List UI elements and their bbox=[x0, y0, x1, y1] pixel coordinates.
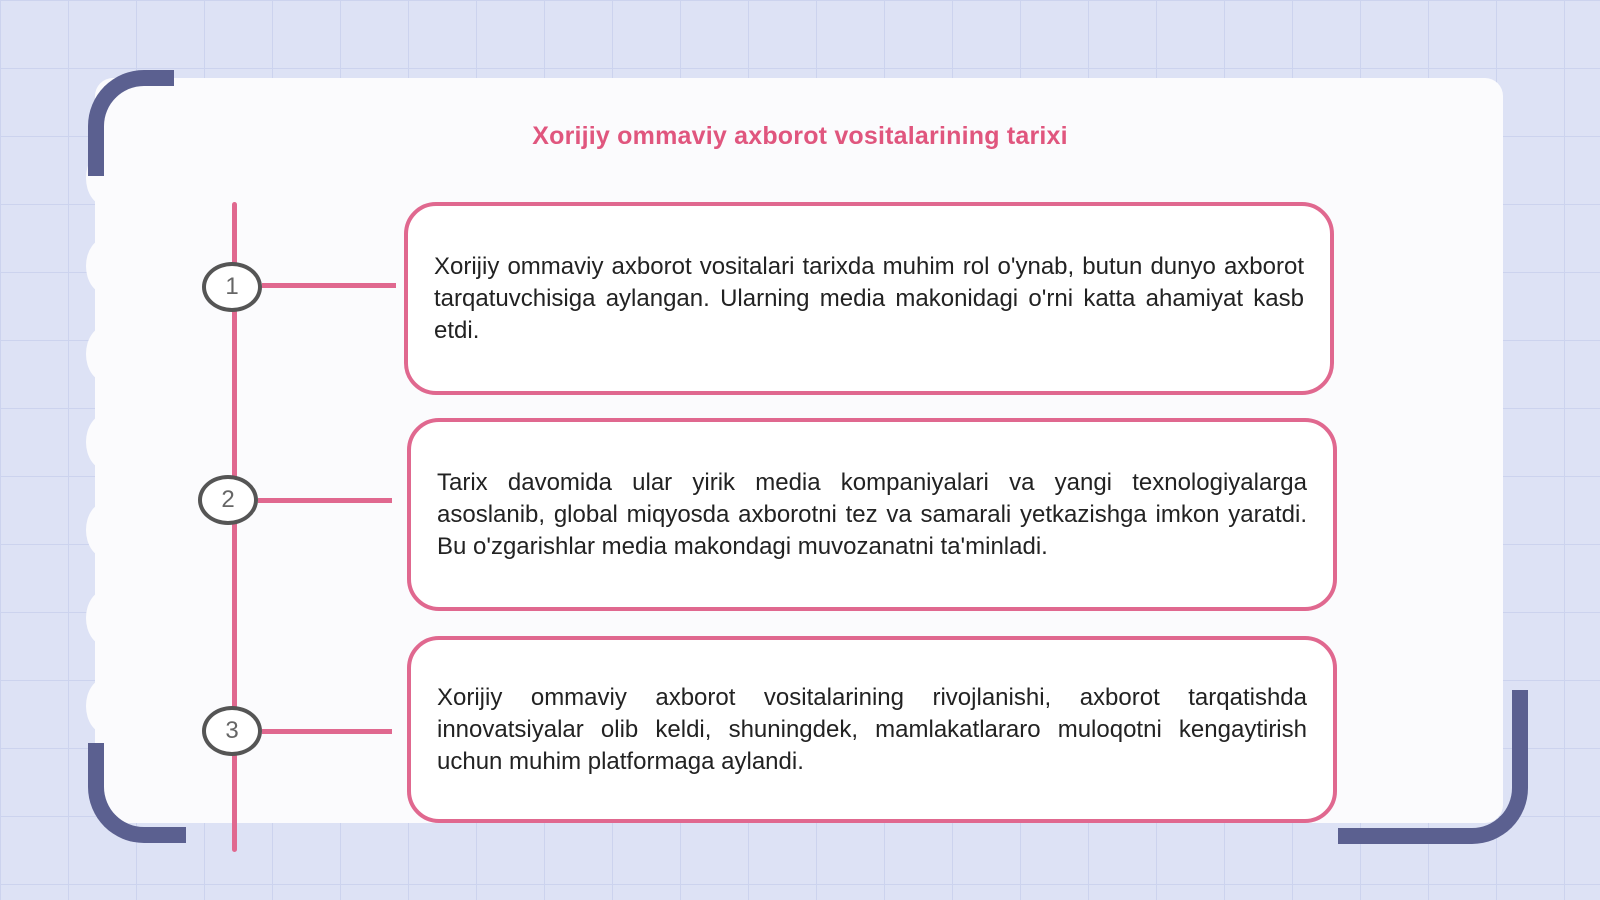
timeline-card-3 bbox=[407, 636, 1337, 823]
sheet-scallop bbox=[86, 238, 126, 294]
timeline-card-1 bbox=[404, 202, 1334, 395]
slide-title: Xorijiy ommaviy axborot vositalarining tarixi bbox=[532, 122, 1068, 150]
frame-corner-bottom-right bbox=[1338, 690, 1528, 844]
sheet-scallop bbox=[86, 678, 126, 734]
timeline-node-3: 3 bbox=[202, 706, 262, 756]
sheet-scallop bbox=[86, 502, 126, 558]
timeline-connector bbox=[262, 729, 392, 734]
card-text: Xorijiy ommaviy axborot vositalarining rivojlanishi, axborot tarqatishda innovatsiyalar olib keldi, shuningdek, mamlakatlararo muloqotni kengaytirish uchun muhim platformaga aylandi. bbox=[437, 683, 1307, 775]
timeline-connector bbox=[262, 283, 396, 288]
card-text: Tarix davomida ular yirik media kompaniyalari va yangi texnologiyalarga asoslanib, global miqyosda axborotni tez va samarali yetkazishga imkon yaratdi. Bu o'zgarishlar media makondagi muvozanatni ta'minladi. bbox=[437, 468, 1307, 560]
timeline-node-1: 1 bbox=[202, 262, 262, 312]
timeline-card-2 bbox=[407, 418, 1337, 611]
timeline-node-2: 2 bbox=[198, 475, 258, 525]
frame-corner-bottom-left bbox=[88, 743, 186, 843]
timeline-connector bbox=[258, 498, 392, 503]
card-text: Xorijiy ommaviy axborot vositalari tarixda muhim rol o'ynab, butun dunyo axborot tarqatuvchisiga aylangan. Ularning media makonidagi o'rni katta ahamiyat kasb etdi. bbox=[434, 252, 1304, 344]
sheet-scallop bbox=[86, 414, 126, 470]
sheet-scallop bbox=[86, 590, 126, 646]
sheet-scallop bbox=[86, 326, 126, 382]
